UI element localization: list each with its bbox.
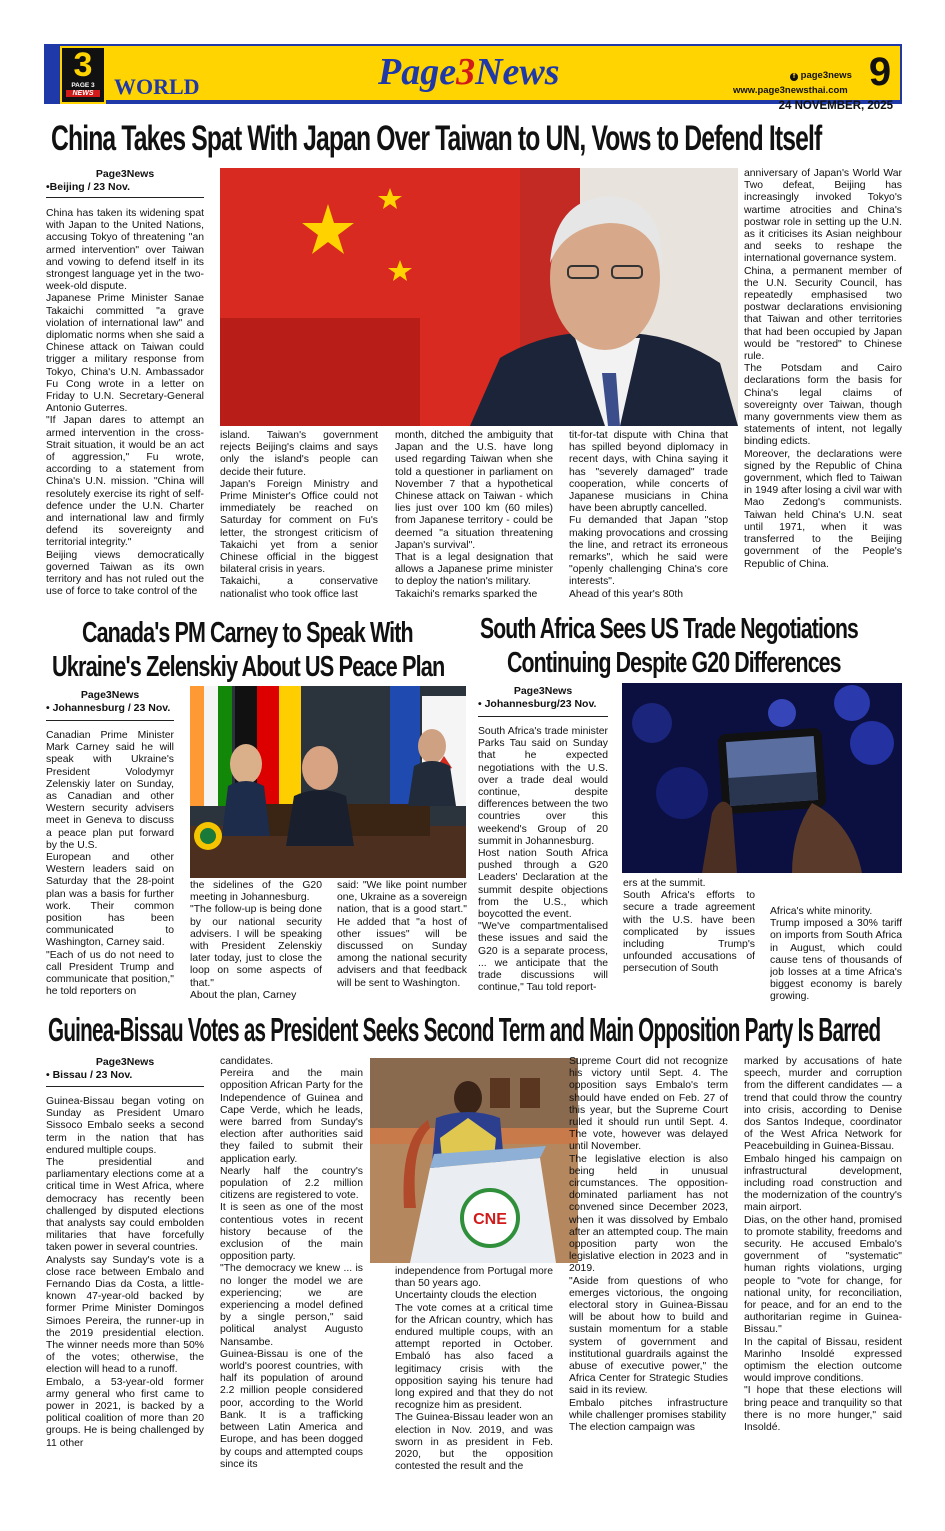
byline-canada [46,689,174,715]
byline-dateline: • Bissau / 23 Nov. [46,1069,133,1081]
website-url: www.page3newsthai.com [733,85,848,96]
headline-south-africa-line2: Continuing Despite G20 Differences [507,647,841,679]
byline-rule [46,197,204,198]
byline-rule [46,1086,204,1087]
social-handle [790,70,852,81]
guinea-col-5: marked by accusations of hate speech, murder and corruption from the different candidates — a trend that could throw the country into crisis, according to Denise dos Santos Indeque, coordinator of the West Africa Network for Peacebuilding in Guinea-Bissau. Embalo hinged his campaign on infrastructural development, including road construction and the modernization of the country's main airport. Dias, on the other hand, promised to promote stability, freedoms and security. He accused Embalo's government of "systematic" human rights violations, urging people to "vote for change, for national unity, for reconciliation, for peace, and for an end to the authoritarian regime in Guinea-Bissau." In the capital of Bissau, resident Marinho Insoldé expressed optimism the election outcome would improve conditions. "I hope that these elections will bring peace and tranquility so that there is no more hunger," said Insoldé. [744,1056,902,1434]
guinea-col-2: candidates. Pereira and the main opposition African Party for the Independence of Guinea and Cape Verde, which he leads, were barred from Sunday's election after authorities said they failed to submit their application early. Nearly half the country's population of 2.2 million citizens are registered to vote. It is seen as one of the most contentious votes in recent history because of the exclusion of the main opposition party. "The democracy we knew ... is no longer the model we are experiencing; we are experiencing a model defined by a single person," said political analyst Augusto Nansambe. Guinea-Bissau is one of the world's poorest countries, with half its population of around 2.2 million people considered poor, according to the World Bank. It is a trafficking between Latin America and Europe, and has been dogged by coups and attempted coups since its [220,1056,363,1470]
logo-number: 3 [73,46,93,84]
phone-summit-photo [622,683,902,873]
brand-text-news: News [475,51,560,93]
ballot-box-label: CNE [473,1211,507,1228]
byline-source: Page3News [95,1056,155,1068]
logo-news-label: NEWS [66,90,100,97]
south-africa-col-1: South Africa's trade minister Parks Tau said on Sunday that he expected negotiations with the U.S. over a trade deal would continue, despite differences between the two countries over this weekend's Group of 20 summit in Johannesburg. Host nation South Africa pushed through a G20 Leaders' Declaration at the summit despite objections from the U.S., which boycotted the event. "We've compartmentalised these issues and said the G20 is a separate process, ... we anticipate that the trade discussions will continue," Tau told report- [478,726,608,994]
china-col-5: anniversary of Japan's World War Two defeat, Beijing has increasingly invoked Tokyo's wartime atrocities and China's postwar role in setting up the U.N. as it criticises its Asian neighbour and seeks to reshape the international governance system. China, a permanent member of the U.N. Security Council, has repeatedly emphasised two postwar declarations envisioning that Taiwan and other territories that had been occupied by Japan would be "restored" to Chinese rule. The Potsdam and Cairo declarations form the basis for China's legal claims of sovereignty over Taiwan, though many governments view them as statements of intent, not legally binding edicts. Moreover, the declarations were signed by the Republic of China government, which fled to Taiwan in 1949 after losing a civil war with Mao Zedong's communists. Taiwan held China's U.N. seat until 1971, when it was transferred to the Beijing government of the People's Republic of China. [744,168,902,570]
page-number: 9 [868,50,892,94]
headline-canada-line1: Canada's PM Carney to Speak With [82,617,413,649]
canada-col-2: the sidelines of the G20 meeting in Johannesburg. "The follow-up is being done by our national security advisers. I will be speaking with President Zelenskiy later today, just to close the loop on some aspects of that." About the plan, Carney [190,880,322,1001]
guinea-col-3: independence from Portugal more than 50 years ago. Uncertainty clouds the election The vote comes at a critical time for the African country, which has endured multiple coups, with an attempt reported in October. Embaló has also faced a legitimacy crisis with the opposition saying his tenure had long expired and that they do not recognize him as president. The Guinea-Bissau leader won an election in Nov. 2019, and was sworn in as president in Feb. 2020, but the opposition contested the result and the [395,1266,553,1473]
byline-rule [478,716,608,717]
wang-yi-photo-svg [220,168,738,426]
china-col-2: island. Taiwan's government rejects Beijing's claims and says only the island's people can decide their future. Japan's Foreign Ministry and Prime Minister's Office could not immediately be reached on Saturday for comment on Fu's letter, the strongest criticism of Takaichi yet from a senior Chinese official in the biggest bilateral crisis in years. Takaichi, a conservative nationalist who took office last [220,430,378,600]
byline-source: Page3News [95,168,155,180]
byline-china [46,168,204,194]
byline-guinea-bissau [46,1056,204,1082]
logo-page-label: PAGE 3 [71,82,95,89]
ballot-box-photo-svg [370,1058,578,1263]
carney-summit-photo [190,686,466,878]
headline-canada-line2: Ukraine's Zelenskiy About US Peace Plan [52,651,445,683]
canada-col-1: Canadian Prime Minister Mark Carney said he will speak with Ukraine's President Volodymyr Zelenskiy later on Sunday, as Canadian and other Western security advisers meet in Geneva to discuss a peace plan put forward by the U.S. European and other Western leaders said on Saturday that the 28-point plan was a basis for further work. Their common position has been communicated to Washington, Carney said. "Each of us do not need to call President Trump and communicate that position," he told reporters on [46,730,174,998]
byline-source: Page3News [80,689,140,701]
byline-source: Page3News [513,685,573,697]
brand-wordmark [378,50,560,94]
byline-dateline: •Beijing / 23 Nov. [46,181,130,193]
canada-col-3: said: "We like point number one, Ukraine as a sovereign nation, that is a good start." He added that "a host of other issues" will be discussed on Sunday among the national security advisers and that feedback will be sent to Washington. [337,880,467,989]
facebook-icon: f [790,73,798,81]
wang-yi-photo [220,168,738,426]
byline-rule [46,720,174,721]
south-africa-col-3: Africa's white minority. Trump imposed a 30% tariff on imports from South Africa in August, which could cause tens of thousands of job losses at a time Africa's biggest economy is barely growing. [770,906,902,1003]
page3-logo [60,46,106,104]
section-label: WORLD [114,74,200,99]
guinea-col-1: Guinea-Bissau began voting on Sunday as President Umaro Sissoco Embalo seeks a second term in the nation that has endured multiple coups. The presidential and parliamentary elections come at a critical time in West Africa, where democracy has recently been challenged by disputed elections that analysts say could embolden militaries that have forcefully taken power in several countries. Analysts say Sunday's vote is a close race between Embalo and Fernando Dias da Costa, a little-known 47-year-old backed by former Prime Minister Domingos Simoes Pereira, the runner-up in the 2019 presidential election. The winner needs more than 50% of the votes; otherwise, the election will head to a runoff. Embalo, a 53-year-old former army general who first came to power in 2021, is backed by a political coalition of more than 20 groups. He is being challenged by 11 other [46,1096,204,1449]
byline-dateline: • Johannesburg/23 Nov. [478,698,597,710]
headline-guinea-bissau: Guinea-Bissau Votes as President Seeks Second Term and Main Opposition Party Is Barred [48,1011,881,1048]
byline-south-africa [478,685,608,711]
ballot-box-photo [370,1058,578,1263]
headline-south-africa-line1: South Africa Sees US Trade Negotiations [480,613,858,645]
china-col-1: China has taken its widening spat with Japan to the United Nations, accusing Tokyo of threatening "an armed intervention" over Taiwan and vowing to defend itself in its strongest language yet in the two-week-old dispute. Japanese Prime Minister Sanae Takaichi committed "a grave violation of international law" and diplomatic norms when she said a Chinese attack on Taiwan could trigger a military response from Tokyo, China's U.N. Ambassador Fu Cong wrote in a letter on Friday to U.N. Secretary-General Antonio Guterres. "If Japan dares to attempt an armed intervention in the cross-Strait situation, it would be an act of aggression," Fu wrote, according to a statement from China's U.N. mission. "China will resolutely exercise its right of self-defence under the U.N. Charter and international law and firmly defend its sovereignty and territorial integrity." Beijing views democratically governed Taiwan as its own territory and has not ruled out the use of force to take control of the [46,208,204,598]
south-africa-col-2: ers at the summit. South Africa's efforts to secure a trade agreement with the U.S. have been complicated by issues including Trump's unfounded accusations of persecution of South [623,878,755,975]
headline-china-japan: China Takes Spat With Japan Over Taiwan to UN, Vows to Defend Itself [51,119,822,158]
byline-dateline: • Johannesburg / 23 Nov. [46,702,171,714]
china-col-3: month, ditched the ambiguity that Japan and the U.S. have long used regarding Taiwan when she told a questioner in parliament on November 7 that a hypothetical Chinese attack on Taiwan - which lies just over 100 km (60 miles) from Japanese territory - could be deemed "a situation threatening Japan's survival". That is a legal designation that allows a Japanese prime minister to deploy the nation's military. Takaichi's remarks sparked the [395,430,553,600]
social-label: page3news [800,70,852,81]
carney-summit-photo-svg [190,686,466,878]
issue-date: 24 NOVEMBER, 2025 [778,100,893,112]
brand-text-page: Page [378,51,457,93]
guinea-col-4: Supreme Court did not recognize his victory until Sept. 4. The opposition says Embalo's term should have ended on Feb. 27 of this year, but the Supreme Court ruled it should run until Sept. 4. The vote, however was delayed until November. The legislative election is also being held in unusual circumstances. The opposition-dominated parliament has not convened since December 2023, when it was dissolved by Embalo after an attempted coup. The main opposition party won the legislative election in 2023 and in 2019. "Aside from questions of who emerges victorious, the ongoing electoral story in Guinea-Bissau will be about how to build and sustain momentum for a stable system of government and institutional guardrails against the abuse of executive power," the Africa Center for Strategic Studies said in its review. Embalo pitches infrastructure while challenger promises stability The election campaign was [569,1056,728,1434]
china-col-4: tit-for-tat dispute with China that has spilled beyond diplomacy in recent days, with China saying it has "severely damaged" trade cooperation, while concerts of Japanese musicians in China have been abruptly cancelled. Fu demanded that Japan "stop making provocations and crossing the line, and retract its erroneous remarks", which he said were "openly challenging China's core interests". Ahead of this year's 80th [569,430,728,600]
brand-text-3: 3 [456,51,476,93]
phone-summit-photo-svg [622,683,902,873]
